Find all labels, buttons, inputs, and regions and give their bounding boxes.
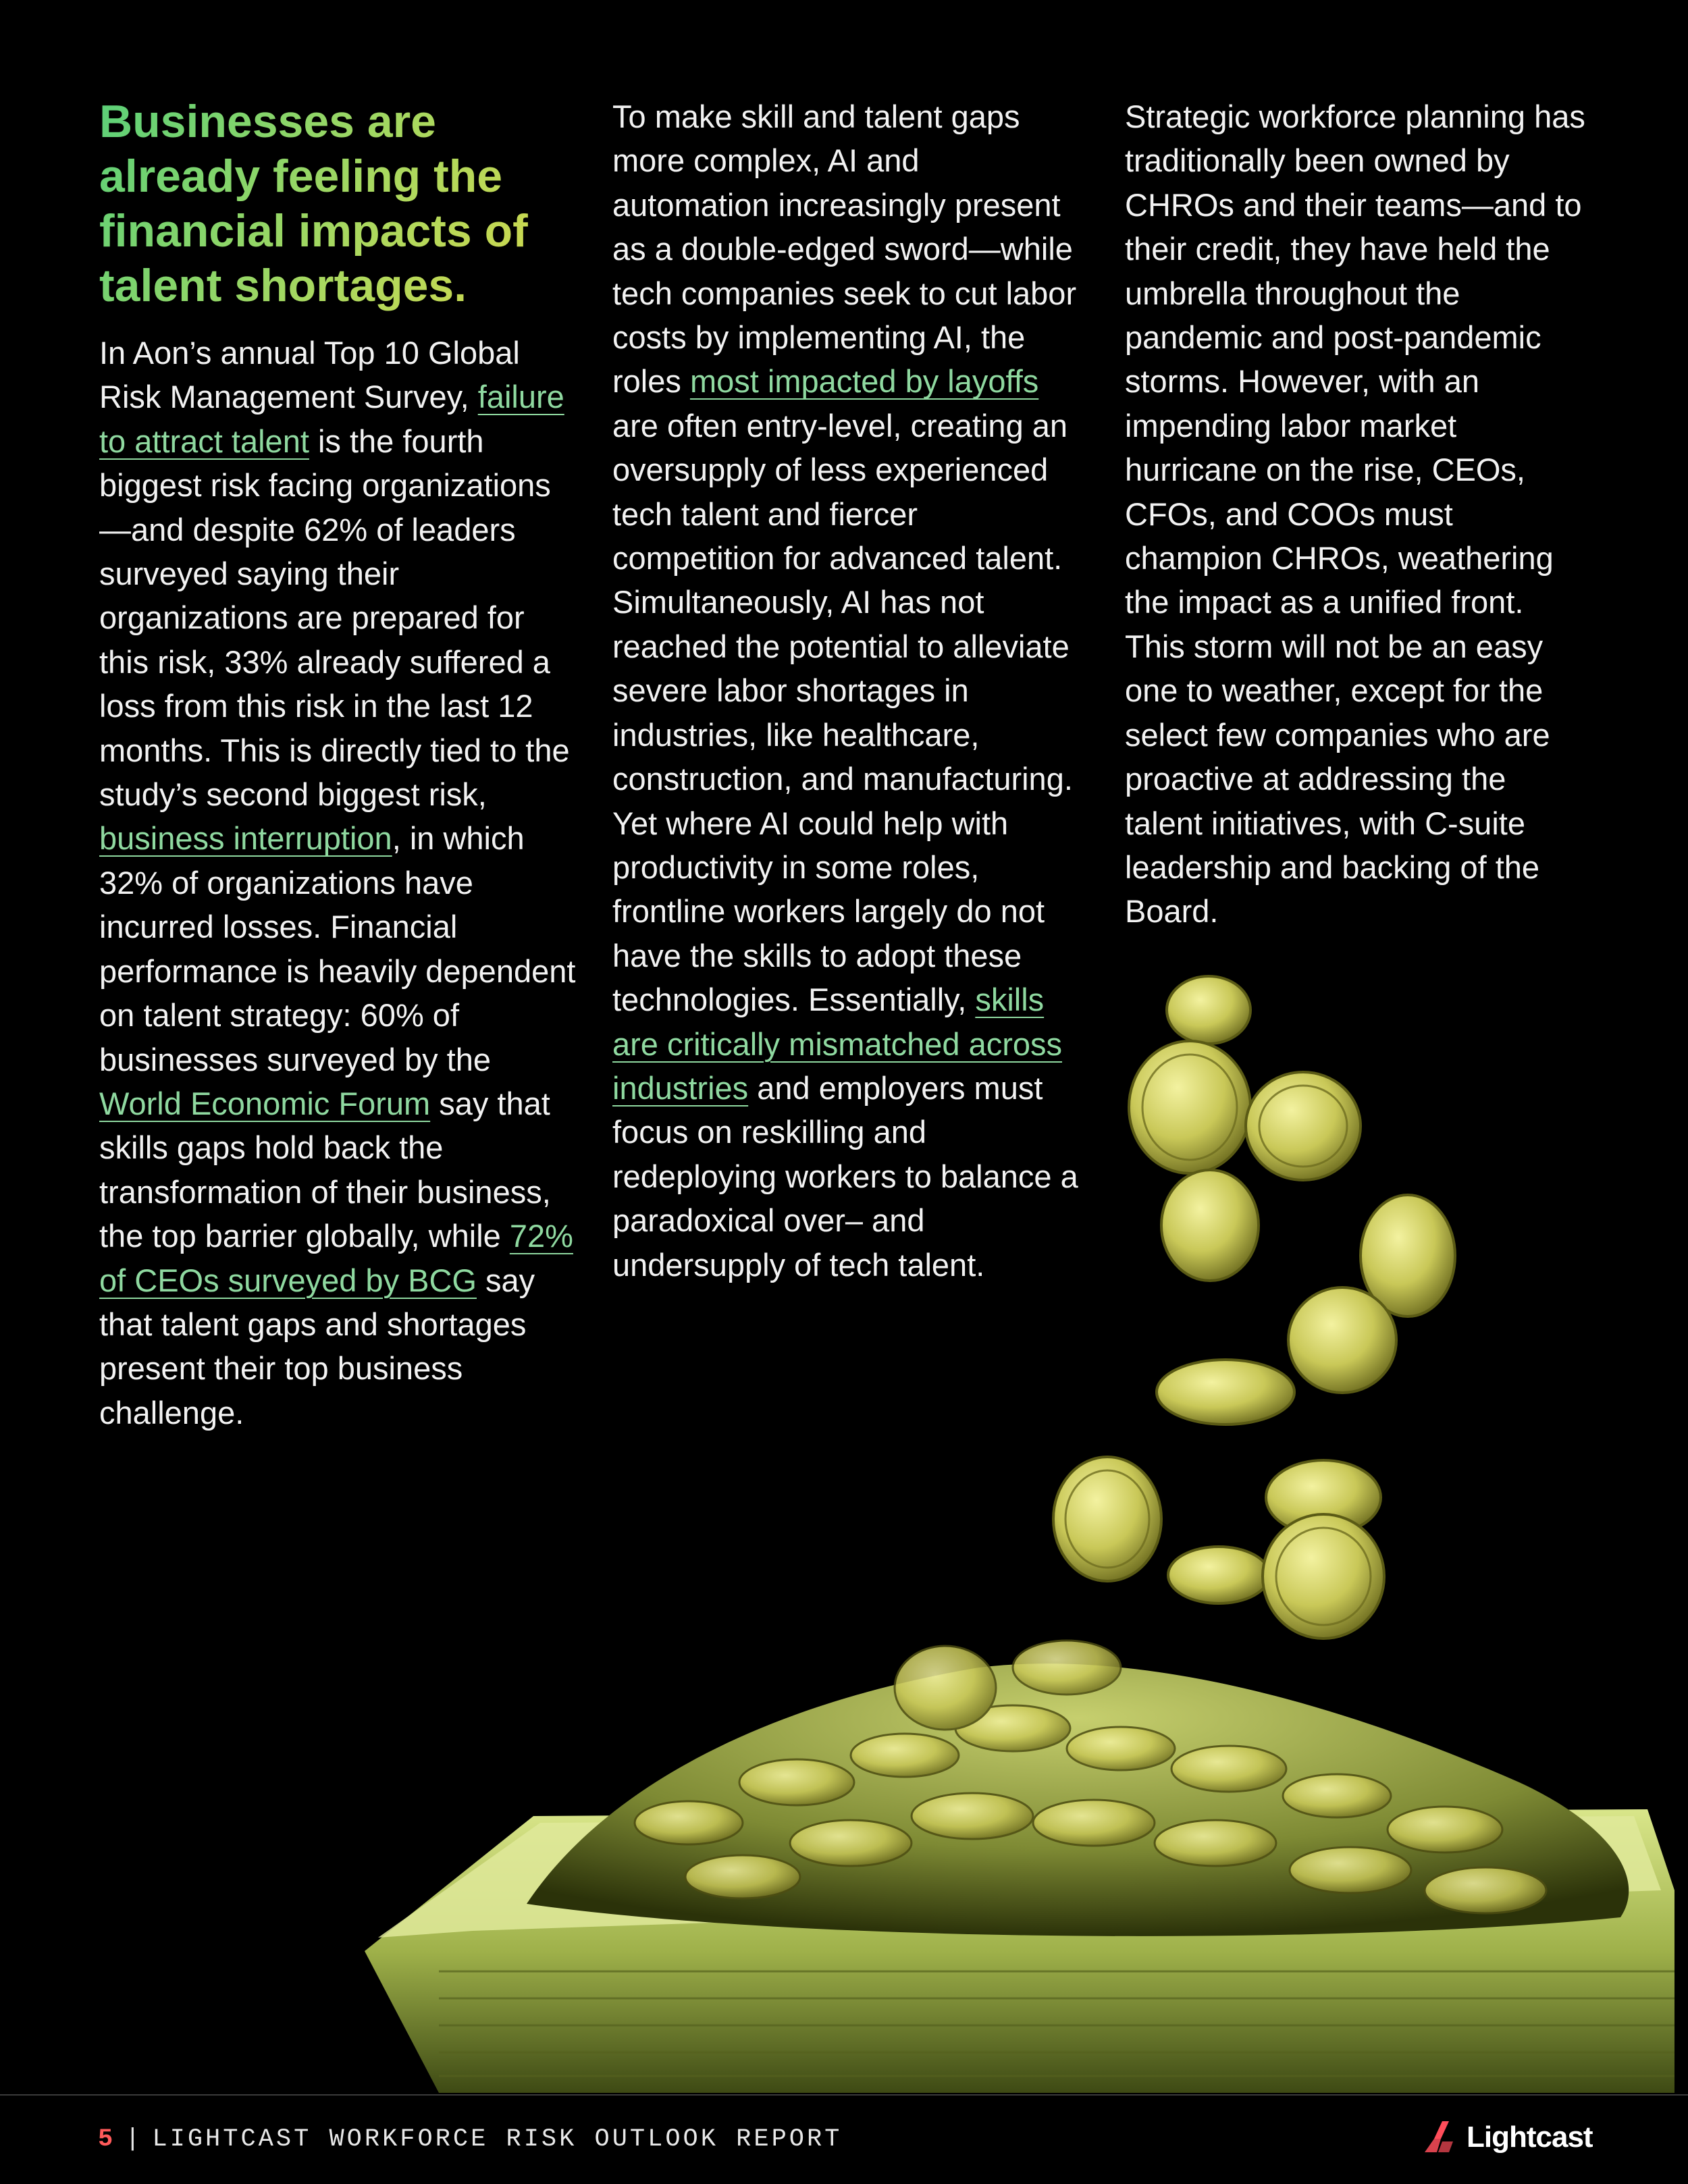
text-span: say that talent gaps and shortages present their top business challenge. xyxy=(99,1262,535,1431)
page-number: 5 xyxy=(98,2125,116,2154)
lightcast-logo xyxy=(1422,2114,1593,2161)
lightcast-logo-icon xyxy=(1422,2119,1460,2156)
column-3 xyxy=(1125,95,1591,934)
column-1 xyxy=(99,95,579,1435)
link-skills-mismatched[interactable]: skills are critically mismatched across industries xyxy=(612,982,1063,1106)
coin-pile xyxy=(527,1641,1629,1936)
report-title: LIGHTCAST WORKFORCE RISK OUTLOOK REPORT xyxy=(152,2125,843,2154)
falling-coins xyxy=(1053,976,1455,1639)
text-span: and employers must focus on reskilling and redeploying workers to balance a paradoxical over– and undersupply of tech talent. xyxy=(612,1069,1078,1283)
text-span: is the fourth biggest risk facing organizations—and despite 62% of leaders surveyed saying their organizations are prepared for this risk, 33% already suffered a loss from this risk in the last 12 months. This is directly tied to the study’s second biggest risk, xyxy=(99,423,570,813)
column-2 xyxy=(612,95,1078,1287)
text-span: are often entry-level, creating an oversupply of less experienced tech talent and fiercer competition for advanced talent. Simultaneously, AI has not reached the potential to alleviate severe labor shortages in industries, like healthcare, construction, and manufacturing. Yet where AI could help with productivity in some roles, frontline workers largely do not have the skills to adopt these technologies. Essentially, xyxy=(612,407,1073,1018)
link-failure-to-attract-talent[interactable]: failure to attract talent xyxy=(99,379,564,459)
column-1-paragraph xyxy=(99,331,579,1435)
column-2-paragraph xyxy=(612,95,1078,1287)
column-3-paragraph: Strategic workforce planning has traditionally been owned by CHROs and their teams—and to their credit, they have held the umbrella throughout the pandemic and post-pandemic storms. However, with an impending labor market hurricane on the rise, CEOs, CFOs, and COOs must champion CHROs, weathering the impact as a unified front. This storm will not be an easy one to weather, except for the select few companies who are proactive at addressing the talent initiatives, with C-suite leadership and backing of the Board. xyxy=(1125,99,1585,930)
link-business-interruption[interactable]: business interruption xyxy=(99,820,392,857)
link-most-impacted-by-layoffs[interactable]: most impacted by layoffs xyxy=(689,363,1039,400)
link-72-percent-ceos-bcg[interactable]: 72% of CEOs surveyed by BCG xyxy=(99,1218,573,1298)
text-span: , in which 32% of organizations have incurred losses. Financial performance is heavily dependent on talent strategy: 60% of businesses surveyed by the xyxy=(99,820,576,1077)
text-span: In Aon’s annual Top 10 Global Risk Management Survey, xyxy=(99,335,520,415)
logo-text: Lightcast xyxy=(1467,2121,1593,2154)
footer-divider xyxy=(0,2094,1688,2096)
link-world-economic-forum[interactable]: World Economic Forum xyxy=(99,1085,431,1121)
footer-separator: | xyxy=(125,2125,143,2154)
text-span: say that skills gaps hold back the transformation of their business, the top barrier globally, while xyxy=(99,1085,551,1254)
text-span: To make skill and talent gaps more complex, AI and automation increasingly present as a double-edged sword—while tech companies seek to cut labor costs by implementing AI, the roles xyxy=(612,99,1077,400)
section-heading: Businesses are already feeling the financial impacts of talent shortages. xyxy=(99,95,579,313)
footer xyxy=(98,2125,842,2154)
